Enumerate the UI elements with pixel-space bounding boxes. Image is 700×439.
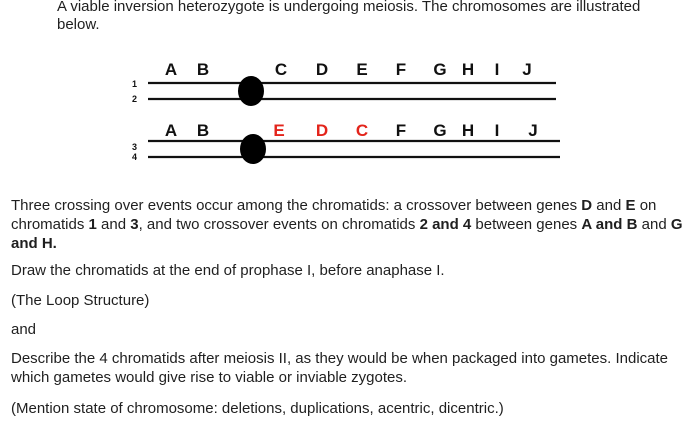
lower-gene-j: J	[528, 121, 538, 140]
chromatid-1-bold: 1	[88, 216, 97, 233]
crossover-text: and	[96, 216, 131, 233]
lower-gene-a: A	[164, 121, 178, 140]
lower-gene-e: E	[273, 121, 285, 140]
upper-gene-b: B	[196, 60, 210, 79]
gene-d-bold: D	[581, 197, 593, 214]
upper-gene-h: H	[461, 60, 475, 79]
upper-gene-j: J	[522, 60, 532, 79]
upper-gene-d: D	[315, 60, 329, 79]
chromatids-2-4-bold: 2 and 4	[419, 216, 472, 233]
crossover-text: and	[592, 197, 626, 214]
chromatid-number-4: 4	[132, 152, 138, 162]
crossover-text: Three crossing over events occur among the chromatids: a crossover between genes	[11, 197, 582, 214]
crossover-text: on chromatids	[11, 197, 657, 233]
chromosome-diagram	[0, 0, 700, 200]
crossover-description	[11, 196, 695, 253]
lower-gene-i: I	[494, 121, 500, 140]
chromatid-3-bold: 3	[130, 216, 139, 233]
loop-structure-note: (The Loop Structure)	[11, 292, 150, 309]
chromatid-number-1: 1	[132, 79, 138, 89]
chromatid-number-2: 2	[132, 94, 138, 104]
chromosome-figure	[0, 0, 700, 200]
centromere-upper	[238, 76, 264, 106]
crossover-text: and	[637, 216, 671, 233]
centromere-lower	[240, 134, 266, 164]
upper-gene-e: E	[356, 60, 368, 79]
gene-e-bold: E	[625, 197, 636, 214]
chromatid-number-3: 3	[132, 142, 138, 152]
upper-gene-a: A	[164, 60, 178, 79]
upper-gene-f: F	[395, 60, 407, 79]
lower-gene-f: F	[395, 121, 407, 140]
mention-instruction: (Mention state of chromosome: deletions, duplications, acentric, dicentric.)	[11, 400, 504, 417]
and-connector: and	[11, 321, 37, 338]
genes-g-h-bold: G and H.	[11, 216, 683, 252]
question-intro: A viable inversion heterozygote is undergoing meiosis. The chromosomes are illustrated below.	[57, 0, 641, 33]
lower-gene-g: G	[433, 121, 447, 140]
upper-gene-g: G	[433, 60, 447, 79]
describe-instruction: Describe the 4 chromatids after meiosis II, as they would be when packaged into gametes. Indicate which gametes would give rise to viable or inviable zygotes.	[11, 350, 669, 386]
crossover-text: , and two crossover events on chromatids	[138, 216, 420, 233]
upper-gene-i: I	[494, 60, 500, 79]
lower-gene-b: B	[196, 121, 210, 140]
draw-instruction: Draw the chromatids at the end of prophase I, before anaphase I.	[11, 262, 445, 279]
lower-gene-d: D	[315, 121, 329, 140]
lower-gene-labels	[165, 121, 538, 140]
upper-gene-c: C	[274, 60, 288, 79]
crossover-text: between genes	[471, 216, 582, 233]
lower-gene-h: H	[461, 121, 475, 140]
lower-gene-c: C	[355, 121, 369, 140]
genes-a-b-bold: A and B	[581, 216, 638, 233]
upper-gene-labels	[165, 60, 532, 79]
